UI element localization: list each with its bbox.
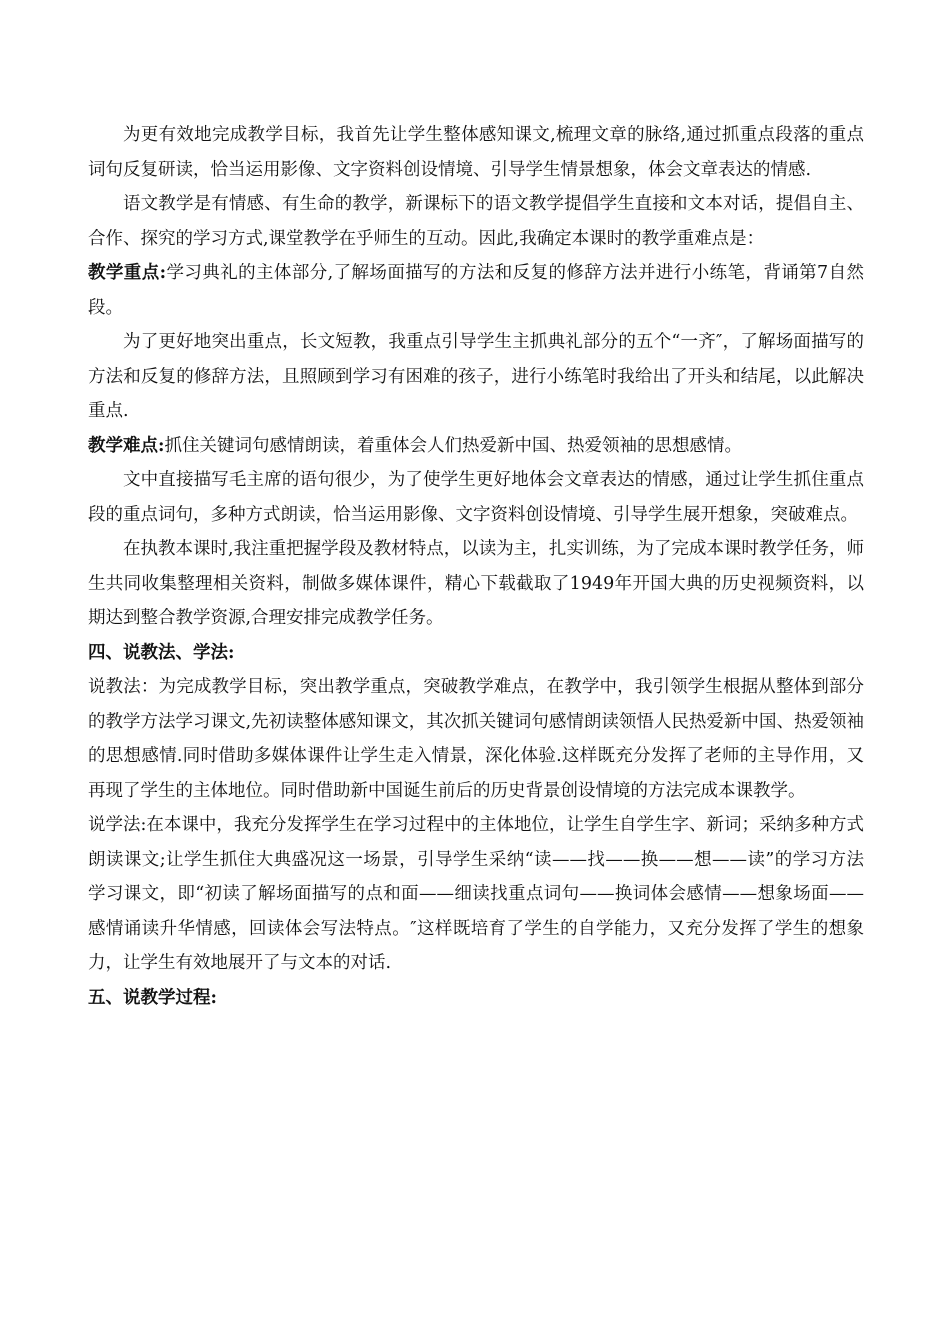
teaching-difficulty-label: 教学难点:: [88, 435, 165, 456]
teaching-focus-text: 学习典礼的主体部分,了解场面描写的方法和反复的修辞方法并进行小练笔，背诵第7自然段。: [88, 263, 864, 318]
paragraph-course-resources: 在执教本课时,我注重把握学段及教材特点，以读为主，扎实训练，为了完成本课时教学任务，师生共同收集整理相关资料，制做多媒体课件，精心下载截取了1949年开国大典的历史视频资料，以期达到整合教学资源,合理安排完成教学任务。: [88, 539, 864, 628]
paragraph-teaching-method: 说教法：为完成教学目标，突出教学重点，突破教学难点，在教学中，我引领学生根据从整体到部分的教学方法学习课文,先初读整体感知课文，其次抓关键词句感情朗读领悟人民热爱新中国、热爱领袖的思想感情.同时借助多媒体课件让学生走入情景，深化体验.这样既充分发挥了老师的主导作用，又再现了学生的主体地位。同时借助新中国诞生前后的历史背景创设情境的方法完成本课教学。: [88, 677, 864, 801]
paragraph-break-difficulty: 文中直接描写毛主席的语句很少，为了使学生更好地体会文章表达的情感，通过让学生抓住重点段的重点词句，多种方式朗读，恰当运用影像、文字资料创设情境、引导学生展开想象，突破难点。: [88, 470, 864, 525]
section-heading-process: 五、说教学过程:: [88, 987, 217, 1008]
document-page: [88, 118, 864, 1015]
section-heading-methods: 四、说教法、学法:: [88, 642, 235, 663]
paragraph-teaching-goal: 为更有效地完成教学目标，我首先让学生整体感知课文,梳理文章的脉络,通过抓重点段落的重点词句反复研读，恰当运用影像、文字资料创设情境、引导学生情景想象，体会文章表达的情感.: [88, 125, 864, 180]
teaching-focus-label: 教学重点:: [88, 263, 167, 283]
paragraph-chinese-teaching: 语文教学是有情感、有生命的教学，新课标下的语文教学提倡学生直接和文本对话，提倡自主、合作、探究的学习方式,课堂教学在乎师生的互动。因此,我确定本课时的教学重难点是：: [88, 194, 864, 249]
paragraph-teaching-focus: [88, 256, 864, 325]
paragraph-highlight-focus: 为了更好地突出重点，长文短教，我重点引导学生主抓典礼部分的五个“一齐″，了解场面描写的方法和反复的修辞方法，且照顾到学习有困难的孩子，进行小练笔时我给出了开头和结尾，以此解决重点.: [88, 332, 864, 421]
paragraph-learning-method: 说学法:在本课中，我充分发挥学生在学习过程中的主体地位，让学生自学生字、新词；采纳多种方式朗读课文;让学生抓住大典盛况这一场景，引导学生采纳“读——找——换——想——读”的学习方法学习课文，即“初读了解场面描写的点和面——细读找重点词句——换词体会感情——想象场面——感情诵读升华情感，回读体会写法特点。″这样既培育了学生的自学能力，又充分发挥了学生的想象力，让学生有效地展开了与文本的对话.: [88, 815, 864, 973]
teaching-difficulty-text: 抓住关键词句感情朗读，着重体会人们热爱新中国、热爱领袖的思想感情。: [164, 435, 742, 456]
paragraph-teaching-difficulty: [88, 429, 864, 464]
